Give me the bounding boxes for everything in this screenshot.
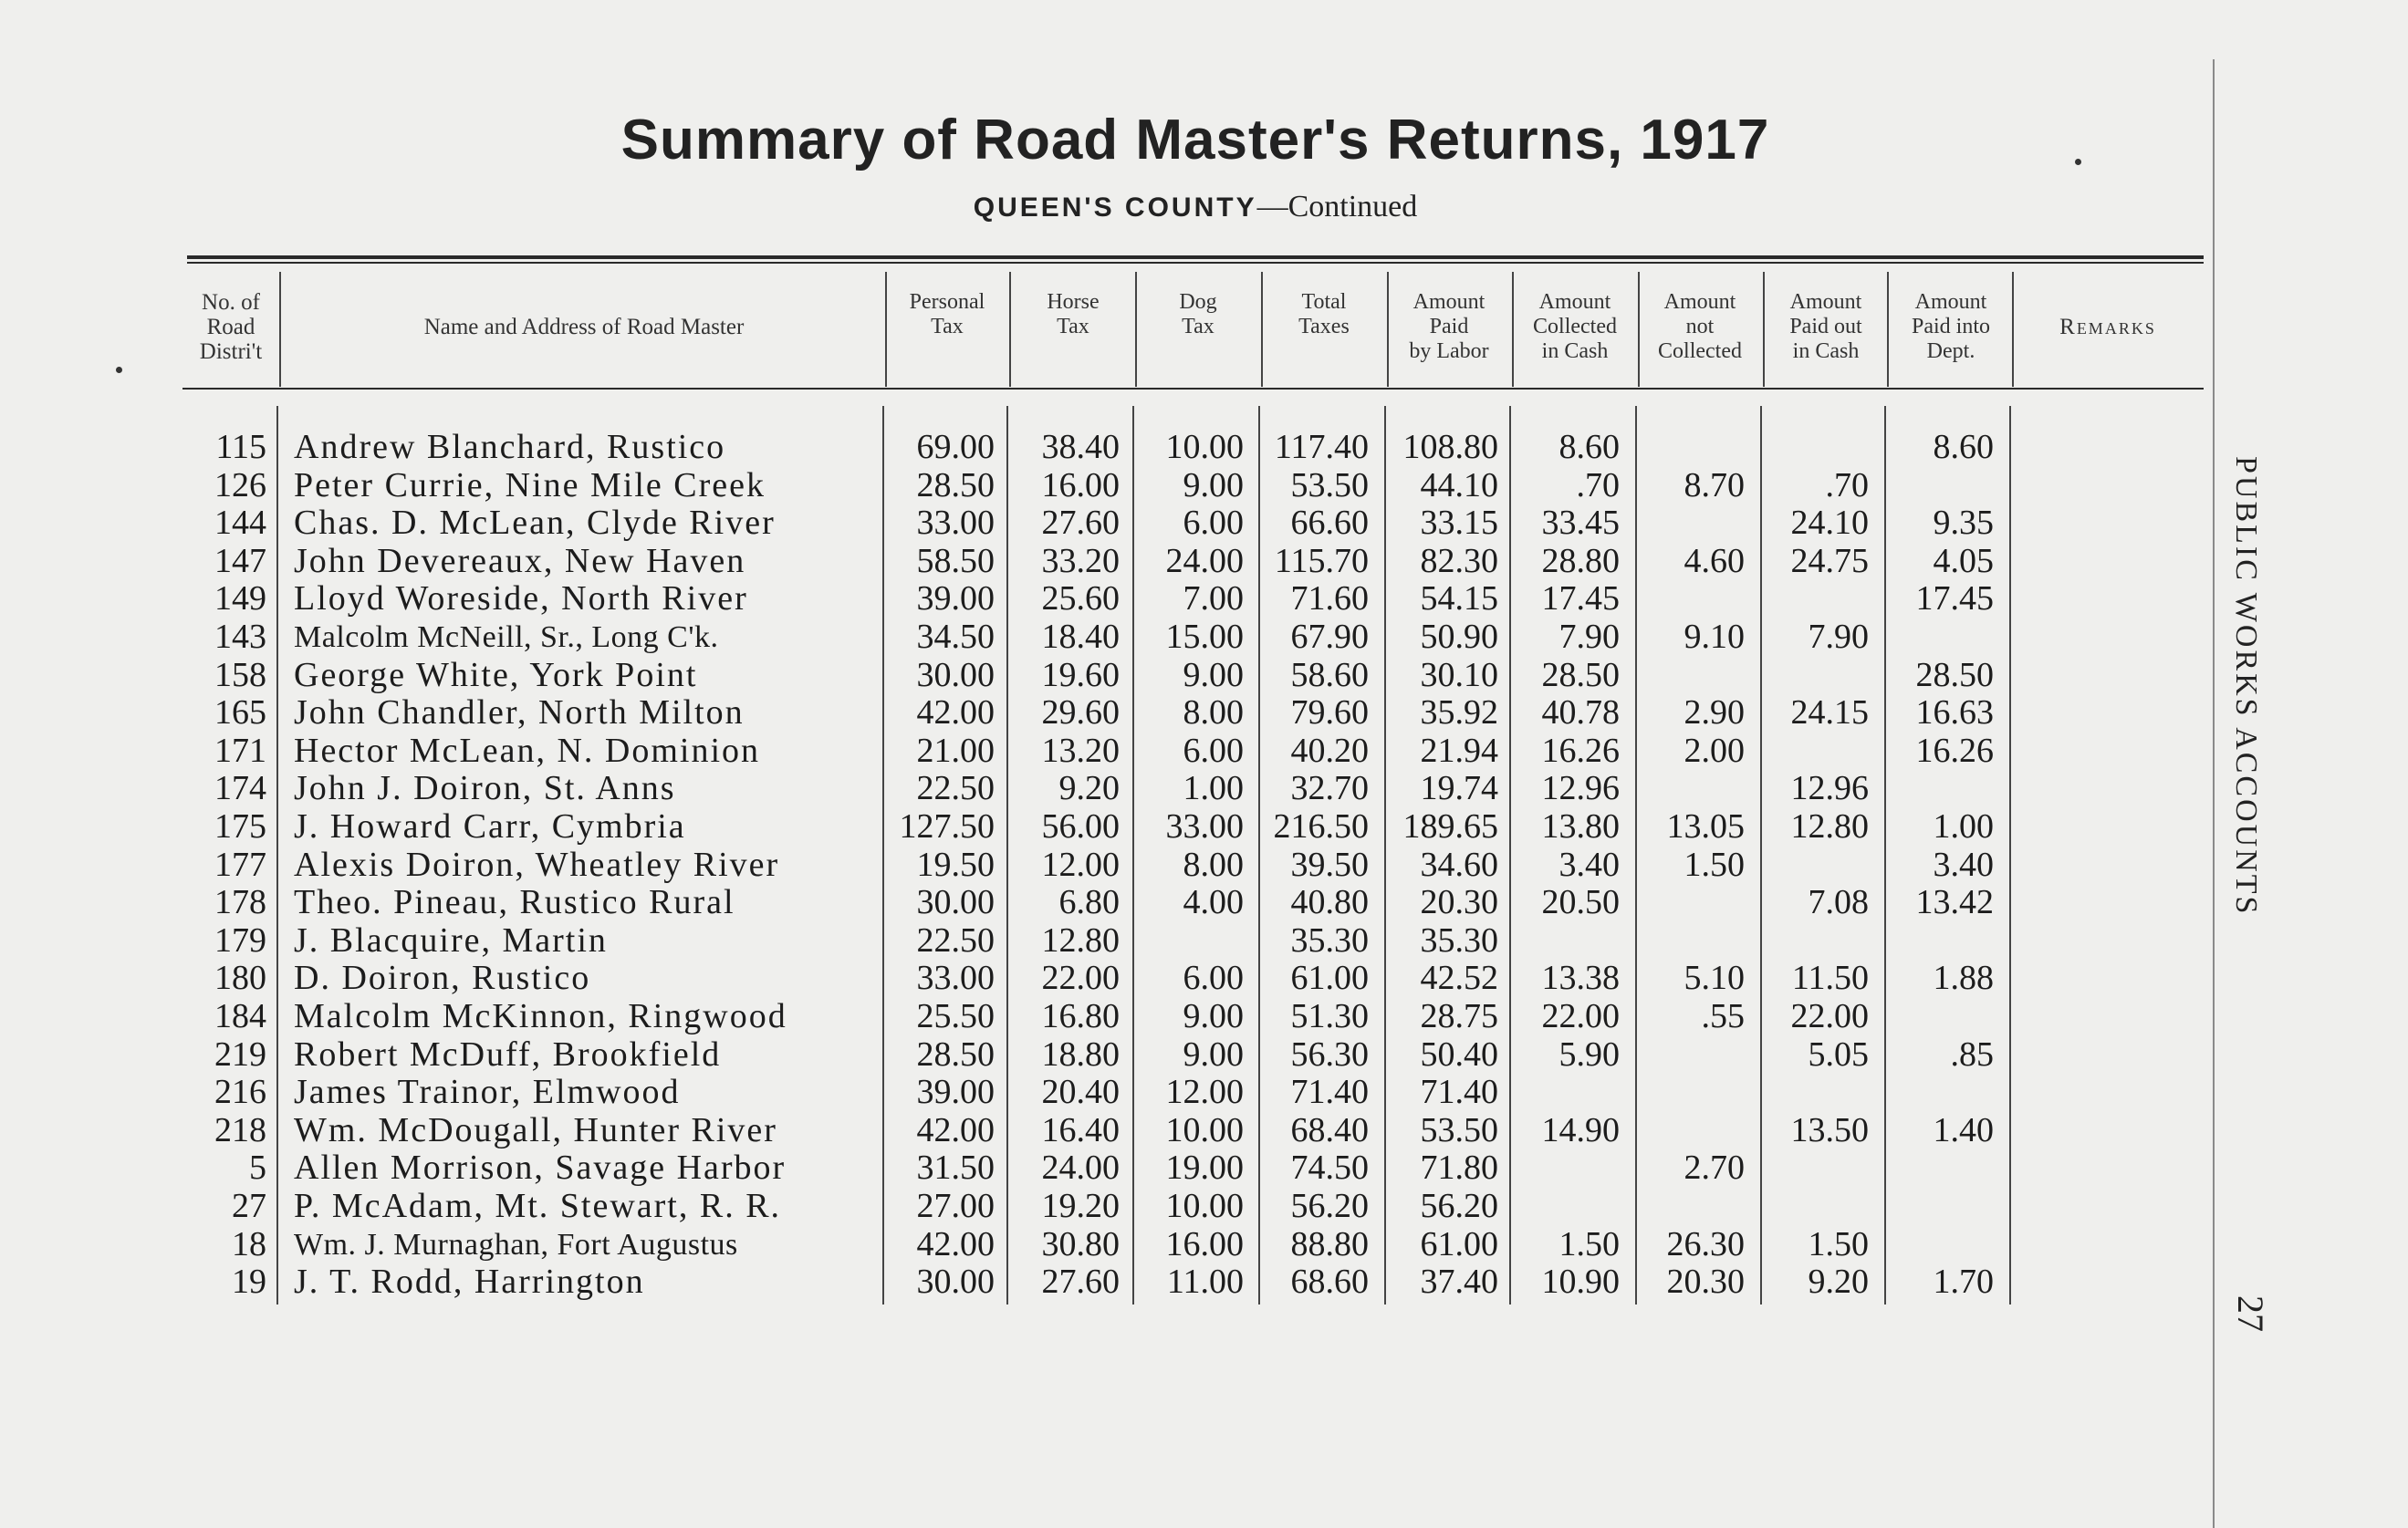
cell-labor: 19.74 (1420, 769, 1498, 807)
cell-district: 143 (214, 618, 266, 656)
cell-dog: 11.00 (1166, 1263, 1244, 1301)
cell-personal: 19.50 (916, 846, 995, 884)
cell-cash: 17.45 (1541, 579, 1620, 618)
cell-district: 184 (214, 997, 266, 1035)
cell-horse: 25.60 (1041, 579, 1120, 618)
cell-paidout: 12.80 (1790, 807, 1869, 846)
cell-cash: 5.90 (1558, 1035, 1620, 1074)
cell-total: 39.50 (1290, 846, 1369, 884)
cell-name: John Devereaux, New Haven (294, 542, 746, 580)
cell-name: John J. Doiron, St. Anns (294, 769, 676, 807)
cell-district: 19 (232, 1263, 266, 1301)
cell-paidout: 22.00 (1790, 997, 1869, 1035)
cell-paidinto: 1.40 (1933, 1111, 1994, 1149)
cell-notcollected: 8.70 (1684, 466, 1745, 504)
cell-total: 67.90 (1290, 618, 1369, 656)
cell-personal: 22.50 (916, 921, 995, 960)
cell-name: J. T. Rodd, Harrington (294, 1263, 645, 1301)
cell-total: 68.40 (1290, 1111, 1369, 1149)
cell-total: 58.60 (1290, 656, 1369, 694)
cell-horse: 27.60 (1041, 504, 1120, 542)
cell-labor: 33.15 (1420, 504, 1498, 542)
table-row (0, 1226, 2208, 1263)
cell-dog: 12.00 (1165, 1073, 1244, 1111)
table-row (0, 998, 2208, 1035)
cell-notcollected: .55 (1701, 997, 1745, 1035)
cell-name: James Trainor, Elmwood (294, 1073, 681, 1111)
cell-horse: 16.00 (1041, 466, 1120, 504)
cell-personal: 28.50 (916, 1035, 995, 1074)
cell-paidout: 13.50 (1790, 1111, 1869, 1149)
cell-total: 40.80 (1290, 883, 1369, 921)
column-header-personal: Personal Tax (909, 290, 985, 338)
cell-personal: 30.00 (916, 656, 995, 694)
stray-dot-mark (2075, 159, 2081, 165)
cell-paidinto: 16.26 (1915, 732, 1994, 770)
cell-total: 66.60 (1290, 504, 1369, 542)
cell-notcollected: 2.70 (1684, 1149, 1745, 1187)
cell-district: 174 (214, 769, 266, 807)
cell-total: 117.40 (1274, 428, 1369, 466)
cell-dog: 16.00 (1165, 1225, 1244, 1263)
header-top-rule (187, 255, 2204, 259)
cell-cash: 8.60 (1558, 428, 1620, 466)
cell-paidinto: 9.35 (1933, 504, 1994, 542)
cell-dog: 6.00 (1183, 732, 1244, 770)
cell-labor: 71.40 (1420, 1073, 1498, 1111)
cell-horse: 27.60 (1041, 1263, 1120, 1301)
cell-horse: 16.40 (1041, 1111, 1120, 1149)
cell-dog: 8.00 (1183, 846, 1244, 884)
cell-cash: 3.40 (1558, 846, 1620, 884)
cell-name: P. McAdam, Mt. Stewart, R. R. (294, 1187, 782, 1225)
cell-district: 178 (214, 883, 266, 921)
cell-personal: 39.00 (916, 579, 995, 618)
cell-cash: 1.50 (1558, 1225, 1620, 1263)
table-row (0, 504, 2208, 542)
cell-notcollected: 20.30 (1666, 1263, 1745, 1301)
table-row (0, 884, 2208, 921)
table-row (0, 694, 2208, 732)
cell-labor: 56.20 (1420, 1187, 1498, 1225)
continued-label: —Continued (1256, 190, 1418, 223)
cell-horse: 12.80 (1041, 921, 1120, 960)
cell-paidinto: .85 (1950, 1035, 1994, 1074)
cell-dog: 10.00 (1165, 1187, 1244, 1225)
cell-labor: 35.30 (1420, 921, 1498, 960)
column-header-labor: Amount Paid by Labor (1409, 290, 1489, 363)
cell-name: Theo. Pineau, Rustico Rural (294, 883, 735, 921)
cell-notcollected: 2.90 (1684, 693, 1745, 732)
cell-cash: 28.80 (1541, 542, 1620, 580)
cell-horse: 18.40 (1041, 618, 1120, 656)
cell-dog: 9.00 (1183, 656, 1244, 694)
cell-personal: 42.00 (916, 1225, 995, 1263)
cell-labor: 28.75 (1420, 997, 1498, 1035)
cell-paidout: 24.10 (1790, 504, 1869, 542)
cell-name: Malcolm McNeill, Sr., Long C'k. (294, 620, 719, 654)
cell-labor: 37.40 (1420, 1263, 1498, 1301)
cell-paidout: 7.08 (1808, 883, 1869, 921)
cell-paidinto: 1.88 (1933, 959, 1994, 997)
cell-name: Chas. D. McLean, Clyde River (294, 504, 776, 542)
cell-name: Alexis Doiron, Wheatley River (294, 846, 780, 884)
cell-district: 115 (215, 428, 266, 466)
cell-paidinto: 4.05 (1933, 542, 1994, 580)
cell-paidout: 11.50 (1791, 959, 1869, 997)
cell-total: 68.60 (1290, 1263, 1369, 1301)
cell-district: 158 (214, 656, 266, 694)
cell-name: Wm. J. Murnaghan, Fort Augustus (294, 1228, 738, 1262)
cell-personal: 21.00 (916, 732, 995, 770)
cell-horse: 22.00 (1041, 959, 1120, 997)
cell-horse: 13.20 (1041, 732, 1120, 770)
cell-paidout: 12.96 (1790, 769, 1869, 807)
cell-paidout: 5.05 (1808, 1035, 1869, 1074)
cell-cash: 7.90 (1558, 618, 1620, 656)
cell-personal: 69.00 (916, 428, 995, 466)
cell-labor: 42.52 (1420, 959, 1498, 997)
table-row (0, 733, 2208, 770)
cell-name: J. Blacquire, Martin (294, 921, 608, 960)
cell-horse: 24.00 (1041, 1149, 1120, 1187)
cell-paidinto: 17.45 (1915, 579, 1994, 618)
cell-name: Robert McDuff, Brookfield (294, 1035, 722, 1074)
cell-total: 216.50 (1273, 807, 1369, 846)
cell-horse: 6.80 (1058, 883, 1120, 921)
column-divider (279, 272, 281, 387)
cell-personal: 28.50 (916, 466, 995, 504)
cell-labor: 71.80 (1420, 1149, 1498, 1187)
column-header-paidout: Amount Paid out in Cash (1789, 290, 1862, 363)
cell-paidout: 9.20 (1808, 1263, 1869, 1301)
cell-total: 74.50 (1290, 1149, 1369, 1187)
table-row (0, 618, 2208, 656)
cell-district: 179 (214, 921, 266, 960)
table-row (0, 1036, 2208, 1074)
column-header-horse: Horse Tax (1047, 290, 1100, 338)
cell-horse: 19.60 (1041, 656, 1120, 694)
column-header-total: Total Taxes (1298, 290, 1350, 338)
table-row (0, 847, 2208, 884)
cell-total: 61.00 (1290, 959, 1369, 997)
cell-total: 35.30 (1290, 921, 1369, 960)
table-row (0, 1074, 2208, 1111)
page-title: Summary of Road Master's Returns, 1917 (620, 109, 1770, 172)
table-row (0, 1149, 2208, 1187)
cell-personal: 22.50 (916, 769, 995, 807)
cell-paidinto: 3.40 (1933, 846, 1994, 884)
cell-total: 115.70 (1274, 542, 1369, 580)
cell-paidinto: 16.63 (1915, 693, 1994, 732)
cell-cash: .70 (1576, 466, 1620, 504)
cell-district: 165 (214, 693, 266, 732)
cell-notcollected: 26.30 (1666, 1225, 1745, 1263)
cell-name: Andrew Blanchard, Rustico (294, 428, 726, 466)
cell-dog: 33.00 (1165, 807, 1244, 846)
cell-labor: 50.40 (1420, 1035, 1498, 1074)
cell-paidout: .70 (1825, 466, 1869, 504)
cell-dog: 10.00 (1165, 428, 1244, 466)
table-row (0, 770, 2208, 807)
cell-dog: 9.00 (1183, 1035, 1244, 1074)
cell-paidinto: 1.70 (1933, 1263, 1994, 1301)
cell-labor: 61.00 (1420, 1225, 1498, 1263)
cell-labor: 30.10 (1420, 656, 1498, 694)
cell-horse: 56.00 (1041, 807, 1120, 846)
cell-dog: 15.00 (1165, 618, 1244, 656)
cell-personal: 31.50 (916, 1149, 995, 1187)
header-bottom-rule (182, 388, 2204, 390)
cell-paidout: 24.75 (1790, 542, 1869, 580)
cell-notcollected: 2.00 (1684, 732, 1745, 770)
cell-paidinto: 28.50 (1915, 656, 1994, 694)
cell-total: 40.20 (1290, 732, 1369, 770)
cell-personal: 42.00 (916, 1111, 995, 1149)
table-row (0, 960, 2208, 997)
cell-cash: 10.90 (1541, 1263, 1620, 1301)
cell-labor: 50.90 (1420, 618, 1498, 656)
cell-horse: 30.80 (1041, 1225, 1120, 1263)
cell-labor: 54.15 (1420, 579, 1498, 618)
cell-name: John Chandler, North Milton (294, 693, 745, 732)
cell-district: 175 (214, 807, 266, 846)
cell-labor: 21.94 (1420, 732, 1498, 770)
cell-horse: 20.40 (1041, 1073, 1120, 1111)
cell-total: 88.80 (1290, 1225, 1369, 1263)
cell-dog: 19.00 (1165, 1149, 1244, 1187)
column-header-paidinto: Amount Paid into Dept. (1911, 290, 1990, 363)
page-edge-line (2213, 59, 2215, 1528)
cell-district: 5 (249, 1149, 266, 1187)
cell-notcollected: 1.50 (1684, 846, 1745, 884)
cell-personal: 30.00 (916, 1263, 995, 1301)
cell-name: George White, York Point (294, 656, 698, 694)
stray-dot-mark (116, 367, 122, 373)
cell-labor: 53.50 (1420, 1111, 1498, 1149)
running-head: PUBLIC WORKS ACCOUNTS (2229, 456, 2263, 917)
cell-personal: 127.50 (899, 807, 995, 846)
cell-personal: 58.50 (916, 542, 995, 580)
cell-dog: 8.00 (1183, 693, 1244, 732)
column-header-cash: Amount Collected in Cash (1533, 290, 1617, 363)
table-row (0, 429, 2208, 466)
cell-paidout: 7.90 (1808, 618, 1869, 656)
column-header-name: Name and Address of Road Master (423, 315, 745, 339)
cell-district: 218 (214, 1111, 266, 1149)
cell-personal: 27.00 (916, 1187, 995, 1225)
cell-labor: 35.92 (1420, 693, 1498, 732)
cell-dog: 4.00 (1183, 883, 1244, 921)
cell-total: 56.20 (1290, 1187, 1369, 1225)
cell-cash: 12.96 (1541, 769, 1620, 807)
cell-paidinto: 8.60 (1933, 428, 1994, 466)
cell-name: J. Howard Carr, Cymbria (294, 807, 686, 846)
cell-name: Peter Currie, Nine Mile Creek (294, 466, 766, 504)
cell-personal: 25.50 (916, 997, 995, 1035)
cell-name: D. Doiron, Rustico (294, 959, 591, 997)
cell-cash: 40.78 (1541, 693, 1620, 732)
cell-notcollected: 13.05 (1666, 807, 1745, 846)
cell-paidinto: 1.00 (1933, 807, 1994, 846)
cell-district: 126 (214, 466, 266, 504)
cell-horse: 19.20 (1041, 1187, 1120, 1225)
table-row (0, 1112, 2208, 1149)
cell-labor: 108.80 (1402, 428, 1498, 466)
cell-dog: 9.00 (1183, 466, 1244, 504)
cell-dog: 1.00 (1183, 769, 1244, 807)
cell-labor: 82.30 (1420, 542, 1498, 580)
cell-cash: 13.80 (1541, 807, 1620, 846)
cell-notcollected: 5.10 (1684, 959, 1745, 997)
cell-district: 171 (214, 732, 266, 770)
table-row (0, 543, 2208, 580)
cell-name: Wm. McDougall, Hunter River (294, 1111, 777, 1149)
cell-personal: 39.00 (916, 1073, 995, 1111)
cell-paidout: 24.15 (1790, 693, 1869, 732)
cell-total: 71.40 (1290, 1073, 1369, 1111)
cell-personal: 33.00 (916, 959, 995, 997)
cell-district: 219 (214, 1035, 266, 1074)
column-header-district: No. of Road Distri't (199, 290, 263, 364)
cell-labor: 20.30 (1420, 883, 1498, 921)
cell-district: 180 (214, 959, 266, 997)
cell-horse: 38.40 (1041, 428, 1120, 466)
cell-dog: 10.00 (1165, 1111, 1244, 1149)
column-header-remarks: Remarks (2059, 315, 2156, 339)
cell-horse: 33.20 (1041, 542, 1120, 580)
cell-notcollected: 4.60 (1684, 542, 1745, 580)
cell-dog: 9.00 (1183, 997, 1244, 1035)
cell-district: 149 (214, 579, 266, 618)
table-row (0, 808, 2208, 846)
cell-personal: 30.00 (916, 883, 995, 921)
table-row (0, 580, 2208, 618)
cell-cash: 22.00 (1541, 997, 1620, 1035)
cell-paidinto: 13.42 (1915, 883, 1994, 921)
cell-district: 177 (214, 846, 266, 884)
cell-total: 32.70 (1290, 769, 1369, 807)
column-header-dog: Dog Tax (1179, 290, 1217, 338)
cell-horse: 29.60 (1041, 693, 1120, 732)
table-row (0, 467, 2208, 504)
cell-horse: 16.80 (1041, 997, 1120, 1035)
cell-name: Lloyd Woreside, North River (294, 579, 748, 618)
cell-cash: 20.50 (1541, 883, 1620, 921)
cell-personal: 34.50 (916, 618, 995, 656)
table-row (0, 657, 2208, 694)
cell-paidout: 1.50 (1808, 1225, 1869, 1263)
cell-dog: 24.00 (1165, 542, 1244, 580)
cell-cash: 33.45 (1541, 504, 1620, 542)
cell-labor: 34.60 (1420, 846, 1498, 884)
table-row (0, 1263, 2208, 1301)
cell-personal: 33.00 (916, 504, 995, 542)
cell-district: 144 (214, 504, 266, 542)
cell-dog: 6.00 (1183, 959, 1244, 997)
header-top-rule-thin (187, 262, 2204, 264)
cell-total: 71.60 (1290, 579, 1369, 618)
table-row (0, 1188, 2208, 1225)
cell-notcollected: 9.10 (1684, 618, 1745, 656)
cell-cash: 16.26 (1541, 732, 1620, 770)
cell-horse: 18.80 (1041, 1035, 1120, 1074)
cell-name: Malcolm McKinnon, Ringwood (294, 997, 787, 1035)
cell-horse: 12.00 (1041, 846, 1120, 884)
column-header-notcollected: Amount not Collected (1658, 290, 1742, 363)
cell-personal: 42.00 (916, 693, 995, 732)
cell-dog: 6.00 (1183, 504, 1244, 542)
cell-cash: 14.90 (1541, 1111, 1620, 1149)
cell-labor: 44.10 (1420, 466, 1498, 504)
cell-district: 147 (214, 542, 266, 580)
cell-total: 53.50 (1290, 466, 1369, 504)
county-label: QUEEN'S COUNTY (973, 192, 1257, 223)
cell-district: 27 (232, 1187, 266, 1225)
cell-cash: 28.50 (1541, 656, 1620, 694)
cell-district: 18 (232, 1225, 266, 1263)
cell-horse: 9.20 (1058, 769, 1120, 807)
cell-total: 79.60 (1290, 693, 1369, 732)
cell-total: 51.30 (1290, 997, 1369, 1035)
page-number: 27 (2230, 1295, 2271, 1332)
cell-name: Hector McLean, N. Dominion (294, 732, 761, 770)
cell-cash: 13.38 (1541, 959, 1620, 997)
page-subtitle (0, 190, 2391, 224)
table-row (0, 922, 2208, 960)
cell-name: Allen Morrison, Savage Harbor (294, 1149, 787, 1187)
cell-total: 56.30 (1290, 1035, 1369, 1074)
cell-dog: 7.00 (1183, 579, 1244, 618)
cell-labor: 189.65 (1402, 807, 1498, 846)
cell-district: 216 (214, 1073, 266, 1111)
